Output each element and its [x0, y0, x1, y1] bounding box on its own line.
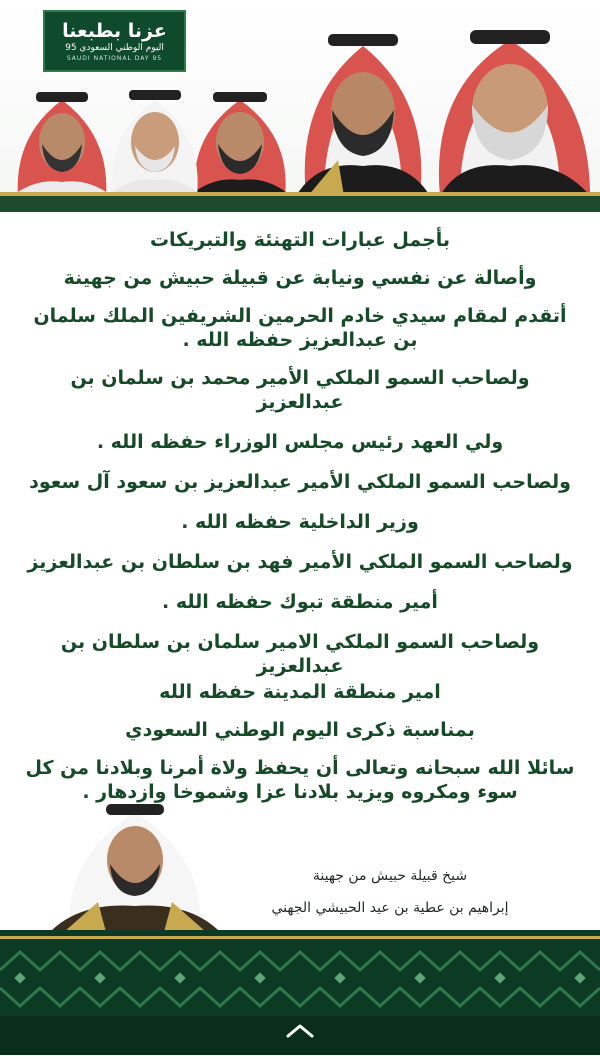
message-line: ولي العهد رئيس مجلس الوزراء حفظه الله . — [96, 431, 504, 453]
portrait-4 — [105, 84, 205, 196]
message-line: بأجمل عبارات التهنئة والتبريكات — [149, 229, 451, 251]
header-banner — [0, 0, 600, 212]
logo-english: SAUDI NATIONAL DAY 95 — [66, 54, 163, 62]
chevron-up-icon[interactable] — [284, 1022, 316, 1040]
signature-name: إبراهيم بن عطية بن عيد الحبيشي الجهني — [271, 900, 509, 916]
message-line: بمناسبة ذكرى اليوم الوطني السعودي — [125, 719, 475, 741]
signature-title: شيخ قبيلة حبيش من جهينة — [312, 868, 468, 884]
portrait-2 — [288, 20, 438, 196]
greeting-message — [0, 222, 600, 804]
national-day-logo — [43, 10, 186, 72]
logo-title: عزنا بطبعنا — [62, 19, 167, 42]
message-line: سائلا الله سبحانه وتعالى أن يحفظ ولاة أمرنا وبلادنا من كل سوء ومكروه ويزيد بلادنا عزا وشموخا وازدهار . — [25, 757, 575, 803]
message-line: ولصاحب السمو الملكي الأمير فهد بن سلطان بن عبدالعزيز — [27, 551, 573, 573]
portrait-5 — [12, 86, 112, 196]
message-line: وأصالة عن نفسي ونيابة عن قبيلة حبيش من جهينة — [63, 267, 537, 289]
message-line: وزير الداخلية حفظه الله . — [181, 511, 419, 533]
green-stripe — [0, 196, 600, 212]
message-line: أتقدم لمقام سيدي خادم الحرمين الشريفين الملك سلمان بن عبدالعزيز حفظه الله . — [33, 305, 567, 351]
message-line: ولصاحب السمو الملكي الأمير عبدالعزيز بن سعود آل سعود — [29, 471, 571, 493]
sheikh-portrait — [50, 798, 220, 932]
message-line: ولصاحب السمو الملكي الامير سلمان بن سلطان بن عبدالعزيز — [60, 631, 540, 677]
message-line: أمير منطقة تبوك حفظه الله . — [162, 591, 438, 613]
signature-block — [0, 790, 600, 930]
message-line: ولصاحب السمو الملكي الأمير محمد بن سلمان بن عبدالعزيز — [70, 367, 530, 413]
message-line: امير منطقة المدينة حفظه الله — [159, 681, 441, 703]
portrait-1 — [420, 10, 600, 196]
logo-subtitle: اليوم الوطني السعودي 95 — [65, 42, 164, 53]
signature-text — [230, 860, 550, 924]
